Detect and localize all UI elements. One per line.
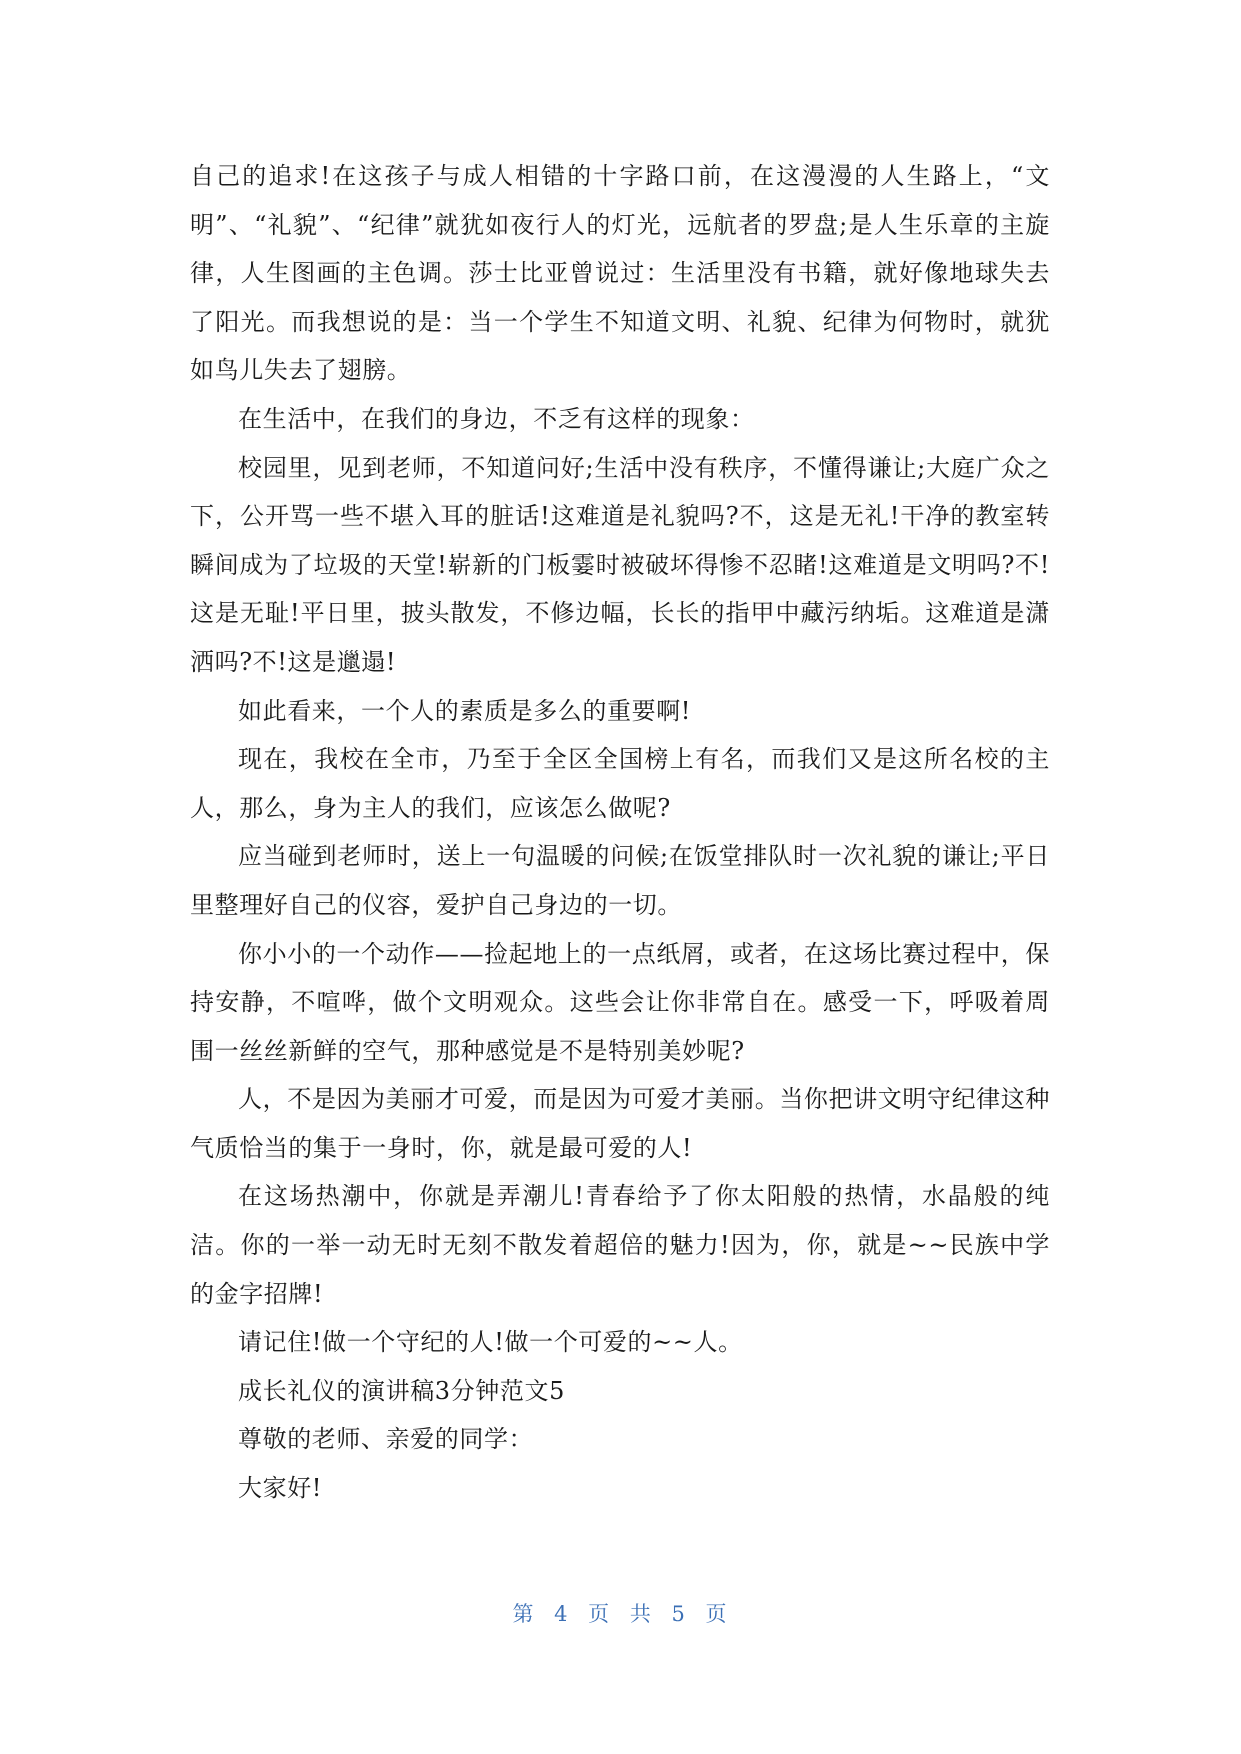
greeting: 大家好!	[238, 1474, 323, 1503]
salutation: 尊敬的老师、亲爱的同学：	[238, 1425, 534, 1454]
page-number-label: 第 4 页 共 5 页	[512, 1602, 729, 1626]
paragraph: 在生活中，在我们的身边，不乏有这样的现象：	[238, 404, 755, 433]
document-body	[190, 152, 1050, 1513]
paragraph: 人，不是因为美丽才可爱，而是因为可爱才美丽。当你把讲文明守纪律这种气质恰当的集于一身时，你，就是最可爱的人!	[190, 1085, 1050, 1162]
page-footer	[0, 1598, 1241, 1628]
paragraph: 请记住!做一个守纪的人!做一个可爱的~~人。	[238, 1328, 743, 1357]
paragraph: 自己的追求!在这孩子与成人相错的十字路口前，在这漫漫的人生路上，“文明”、“礼貌”、“纪律”就犹如夜行人的灯光，远航者的罗盘;是人生乐章的主旋律，人生图画的主色调。莎士比亚曾说过：生活里没有书籍，就好像地球失去了阳光。而我想说的是：当一个学生不知道文明、礼貌、纪律为何物时，就犹如鸟儿失去了翅膀。	[190, 162, 1050, 385]
section-heading: 成长礼仪的演讲稿3分钟范文5	[238, 1376, 565, 1405]
paragraph: 校园里，见到老师，不知道问好;生活中没有秩序，不懂得谦让;大庭广众之下，公开骂一些不堪入耳的脏话!这难道是礼貌吗?不，这是无礼!干净的教室转瞬间成为了垃圾的天堂!崭新的门板霎时被破坏得惨不忍睹!这难道是文明吗?不!这是无耻!平日里，披头散发，不修边幅，长长的指甲中藏污纳垢。这难道是潇洒吗?不!这是邋遢!	[190, 453, 1050, 676]
paragraph: 现在，我校在全市，乃至于全区全国榜上有名，而我们又是这所名校的主人，那么，身为主人的我们，应该怎么做呢?	[190, 745, 1050, 822]
paragraph: 你小小的一个动作——捡起地上的一点纸屑，或者，在这场比赛过程中，保持安静，不喧哗，做个文明观众。这些会让你非常自在。感受一下，呼吸着周围一丝丝新鲜的空气，那种感觉是不是特别美妙呢?	[190, 939, 1050, 1065]
paragraph: 应当碰到老师时，送上一句温暖的问候;在饭堂排队时一次礼貌的谦让;平日里整理好自己的仪容，爱护自己身边的一切。	[190, 842, 1050, 919]
paragraph: 在这场热潮中，你就是弄潮儿!青春给予了你太阳般的热情，水晶般的纯洁。你的一举一动无时无刻不散发着超倍的魅力!因为，你，就是~~民族中学的金字招牌!	[190, 1182, 1050, 1308]
paragraph: 如此看来，一个人的素质是多么的重要啊!	[238, 696, 692, 725]
